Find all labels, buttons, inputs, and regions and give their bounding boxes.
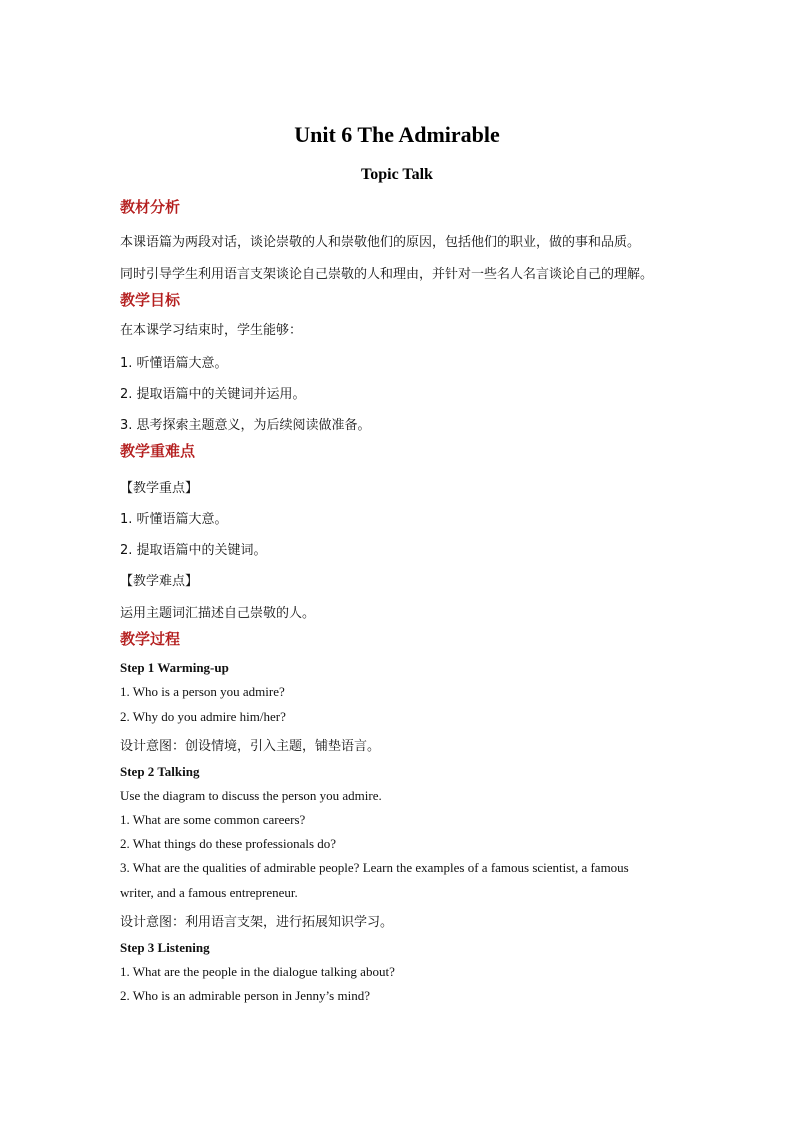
step-2-question: 1. What are some common careers? — [120, 812, 306, 827]
section-heading-process: 教学过程 — [120, 630, 181, 648]
difficulty-label: 【教学难点】 — [120, 574, 199, 589]
objective-item: 1. 听懂语篇大意。 — [120, 356, 228, 371]
step-3-question: 1. What are the people in the dialogue talking about? — [120, 964, 395, 979]
step-2-question: 2. What things do these professionals do? — [120, 836, 337, 851]
focus-item: 2. 提取语篇中的关键词。 — [120, 543, 267, 558]
step-2-question: 3. What are the qualities of admirable people? Learn the examples of a famous scientist, a famous — [120, 860, 629, 875]
objective-item: 2. 提取语篇中的关键词并运用。 — [120, 387, 306, 402]
objective-item: 3. 思考探索主题意义，为后续阅读做准备。 — [120, 418, 371, 433]
page-title: Unit 6 The Admirable — [294, 122, 500, 147]
difficulty-text: 运用主题词汇描述自己崇敬的人。 — [120, 606, 316, 621]
page-subtitle: Topic Talk — [361, 166, 433, 183]
step-3-title: Step 3 Listening — [120, 940, 210, 955]
section-heading-objectives: 教学目标 — [120, 291, 181, 309]
step-2-title: Step 2 Talking — [120, 764, 200, 779]
step-1-question: 2. Why do you admire him/her? — [120, 709, 286, 724]
step-1-question: 1. Who is a person you admire? — [120, 684, 285, 699]
focus-label: 【教学重点】 — [120, 481, 199, 496]
objectives-intro: 在本课学习结束时，学生能够： — [120, 323, 303, 338]
step-2-question-continued: writer, and a famous entrepreneur. — [120, 885, 298, 900]
section-heading-analysis: 教材分析 — [120, 198, 181, 216]
step-2-intent: 设计意图：利用语言支架，进行拓展知识学习。 — [120, 915, 394, 930]
step-2-intro: Use the diagram to discuss the person you admire. — [120, 788, 382, 803]
step-1-title: Step 1 Warming-up — [120, 660, 229, 675]
focus-item: 1. 听懂语篇大意。 — [120, 512, 228, 527]
step-3-question: 2. Who is an admirable person in Jenny’s mind? — [120, 988, 370, 1003]
section-heading-key-points: 教学重难点 — [120, 442, 196, 460]
analysis-paragraph-1: 本课语篇为两段对话，谈论崇敬的人和崇敬他们的原因，包括他们的职业，做的事和品质。 — [120, 235, 641, 250]
analysis-paragraph-2: 同时引导学生利用语言支架谈论自己崇敬的人和理由，并针对一些名人名言谈论自己的理解。 — [120, 267, 654, 282]
step-1-intent: 设计意图：创设情境，引入主题，铺垫语言。 — [120, 739, 381, 754]
